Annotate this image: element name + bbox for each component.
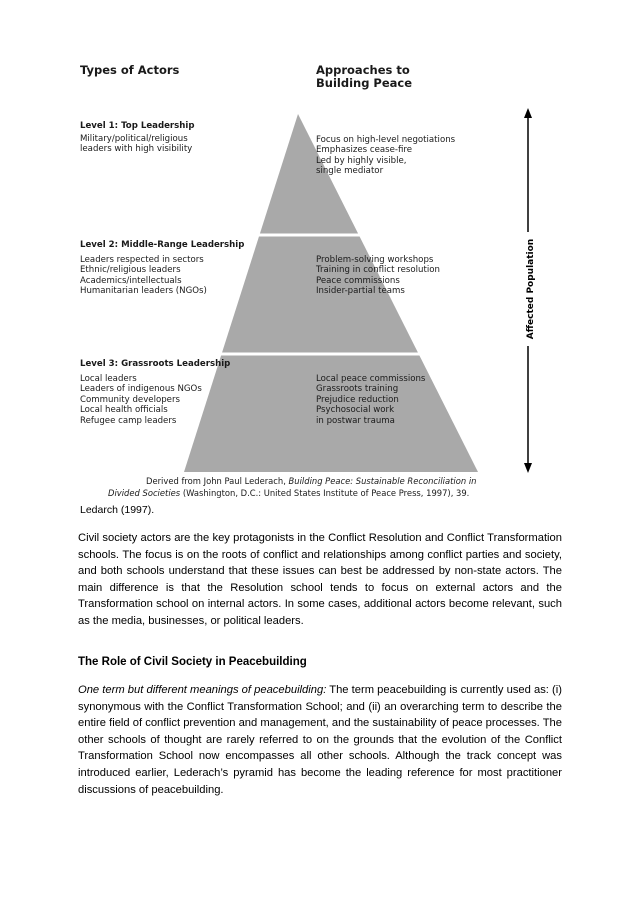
level-1-approach: Focus on high-level negotiations bbox=[316, 135, 456, 145]
level-2-actor: Leaders respected in sectors bbox=[80, 255, 204, 265]
level-3-actor: Local health officials bbox=[80, 405, 168, 416]
level-3-approach: Psychosocial work bbox=[316, 405, 395, 416]
level-3-actor: Community developers bbox=[80, 394, 180, 405]
level-3-approaches bbox=[316, 374, 425, 426]
figure-caption: Ledarch (1997). bbox=[80, 504, 155, 516]
section-heading: The Role of Civil Society in Peacebuilding bbox=[78, 656, 307, 668]
affected-population-label: Affected Population bbox=[526, 232, 536, 346]
credit-title-part1: Building Peace: Sustainable Reconciliation in bbox=[288, 476, 477, 486]
level-1-actors bbox=[80, 134, 192, 155]
level-2-approach: Problem-solving workshops bbox=[316, 255, 434, 265]
level-3-approach: Prejudice reduction bbox=[316, 394, 399, 405]
credit-suffix: (Washington, D.C.: United States Institute of Peace Press, 1997), 39. bbox=[180, 488, 470, 498]
paragraph-body: The term peacebuilding is currently used as: (i) synonymous with the Conflict Transformation School; and (ii) an overarching term to describe the entire field of conflict prevention and management, and the sustainability of peace processes. The other schools of thought are rarely referred to on the grounds that the evolution of the Conflict Transformation School now encompasses all other schools. Although the track concept was introduced earlier, Lederach’s pyramid has become the leading reference for most practitioner discussions of peacebuilding. bbox=[78, 684, 562, 796]
paragraph-actors: Civil society actors are the key protagonists in the Conflict Resolution and Conflict Transformation schools. The focus is on the roots of conflict and relationships among conflict parties and society, and both schools understand that these issues can best be addressed by non-state actors. The main difference is that the Resolution school tends to focus on external actors and the Transformation school on internal actors. In some cases, additional actors become relevant, such as the media, businesses, or political leaders. bbox=[78, 532, 562, 627]
lederach-pyramid-figure bbox=[78, 52, 560, 508]
level-3-approach: Local peace commissions bbox=[316, 374, 426, 384]
level-3-actor: Local leaders bbox=[80, 374, 137, 384]
level-2-actor: Ethnic/religious leaders bbox=[80, 265, 181, 276]
credit-prefix: Derived from John Paul Lederach, bbox=[146, 476, 289, 486]
level-1-approaches bbox=[316, 135, 455, 177]
paragraph-lead-in: One term but different meanings of peacebuilding: bbox=[78, 684, 327, 696]
figure-credit-line-2 bbox=[108, 488, 469, 499]
level-2-approach: Insider-partial teams bbox=[316, 286, 405, 297]
level-1-actor: leaders with high visibility bbox=[80, 144, 193, 155]
level-2-actor: Academics/intellectuals bbox=[80, 275, 182, 286]
axis-arrow-up-icon bbox=[524, 108, 532, 118]
level-3-approach: Grassroots training bbox=[316, 384, 399, 395]
level-1-title: Level 1: Top Leadership bbox=[80, 121, 195, 131]
level-2-actors bbox=[80, 255, 207, 297]
level-3-approach: in postwar trauma bbox=[316, 415, 395, 426]
approaches-heading bbox=[316, 64, 412, 90]
level-3-actor: Leaders of indigenous NGOs bbox=[80, 384, 202, 395]
axis-arrow-down-icon bbox=[524, 463, 532, 473]
level-2-title: Level 2: Middle-Range Leadership bbox=[80, 240, 245, 250]
level-1-approach: Led by highly visible, bbox=[316, 155, 407, 166]
level-3-actor: Refugee camp leaders bbox=[80, 415, 177, 426]
level-3-actors bbox=[80, 374, 202, 426]
level-2-approach: Training in conflict resolution bbox=[316, 265, 440, 276]
approaches-heading-line2: Building Peace bbox=[316, 76, 413, 90]
paragraph-peacebuilding bbox=[78, 682, 562, 798]
level-1-approach: single mediator bbox=[316, 166, 384, 177]
credit-title-part2: Divided Societies bbox=[108, 488, 181, 498]
figure-credit bbox=[146, 476, 476, 487]
level-2-approach: Peace commissions bbox=[316, 275, 400, 286]
approaches-heading-line1: Approaches to bbox=[316, 63, 410, 77]
types-of-actors-heading: Types of Actors bbox=[80, 63, 180, 77]
level-2-approaches bbox=[316, 255, 440, 297]
credit-line-1 bbox=[146, 476, 476, 487]
level-1-actor: Military/political/religious bbox=[80, 134, 188, 144]
level-1-approach: Emphasizes cease-fire bbox=[316, 145, 413, 156]
level-2-actor: Humanitarian leaders (NGOs) bbox=[80, 286, 207, 297]
level-3-title: Level 3: Grassroots Leadership bbox=[80, 359, 231, 369]
